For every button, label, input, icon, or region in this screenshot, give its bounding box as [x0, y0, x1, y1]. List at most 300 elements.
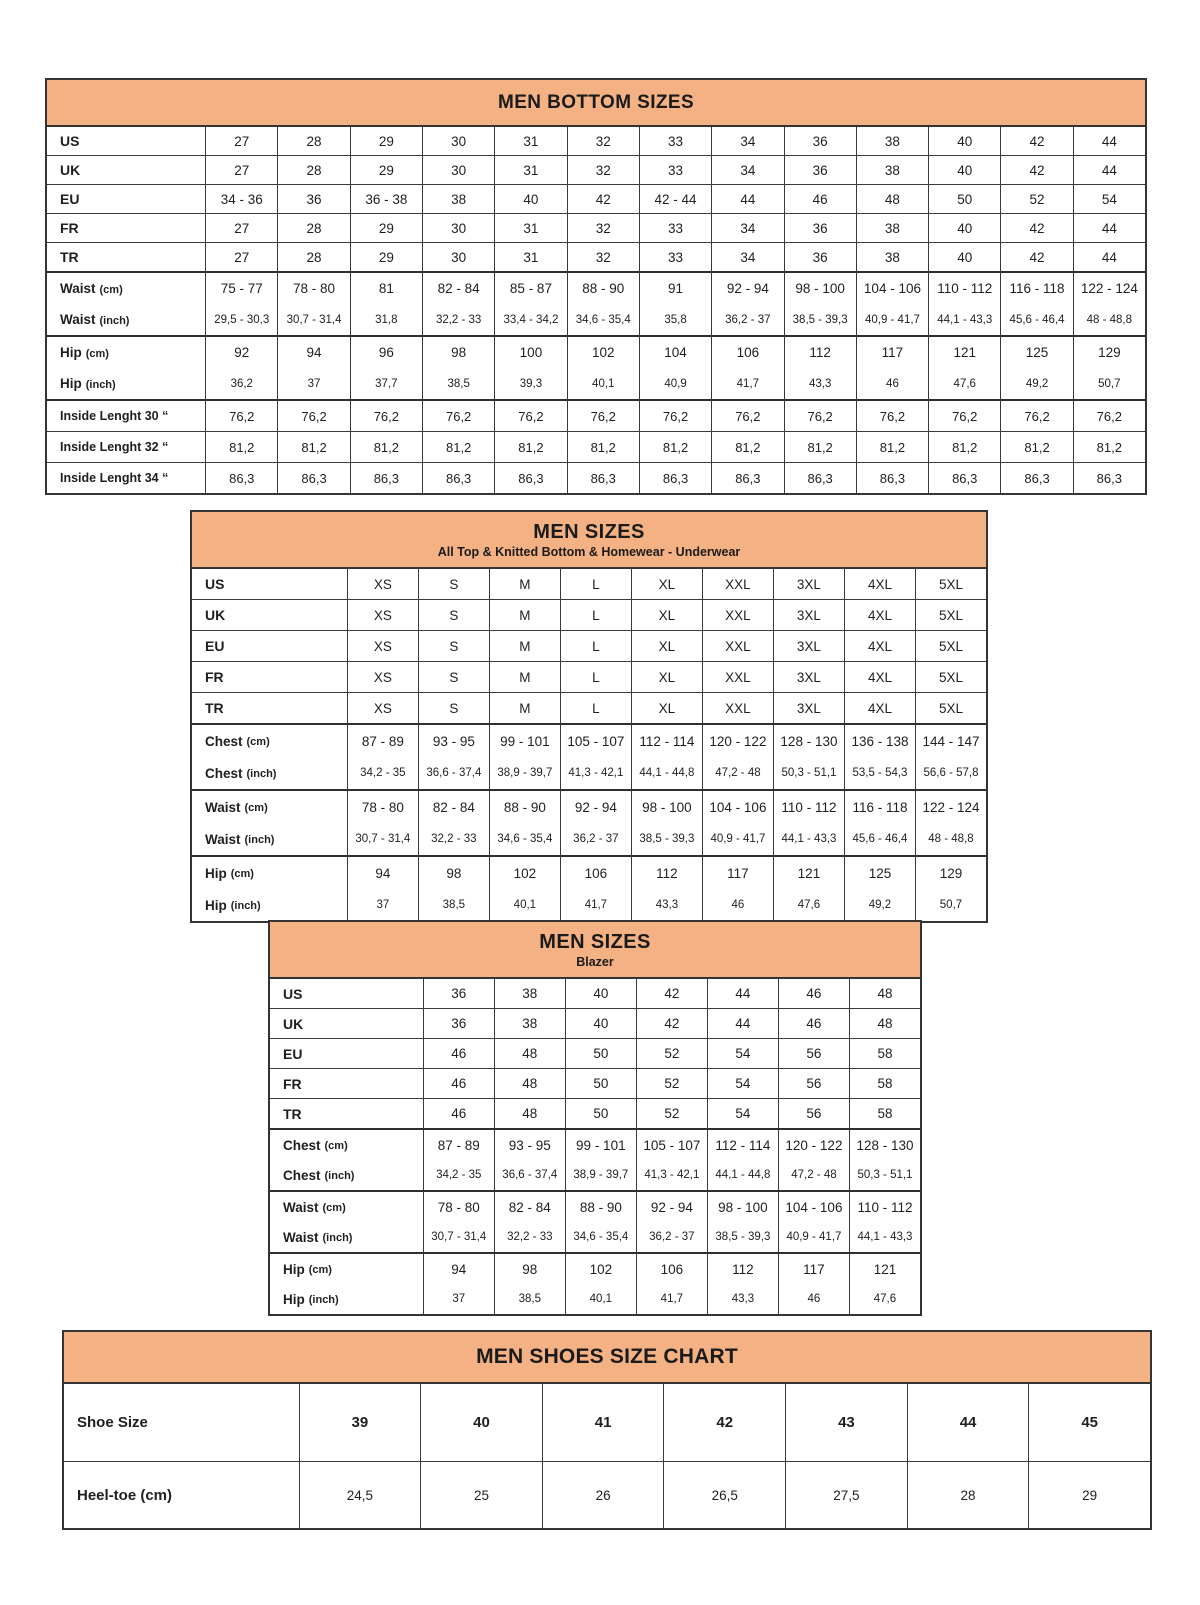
- cell-value: 98: [418, 857, 489, 889]
- cell-value: 76,2: [1000, 401, 1072, 431]
- cell-value: 38,5 - 39,3: [707, 1222, 778, 1252]
- row-label: US: [60, 133, 80, 149]
- cell-value: 27: [205, 156, 277, 184]
- cell-value: 129: [1073, 337, 1145, 368]
- cell-value: 3XL: [773, 631, 844, 661]
- cell-value: 102: [567, 337, 639, 368]
- cell-value: 116 - 118: [844, 791, 915, 823]
- cell-value: 35,8: [639, 304, 711, 335]
- cell-value: 41,7: [560, 889, 631, 921]
- row-unit-label: (cm): [246, 736, 270, 748]
- men-sizes-blazer-table: [268, 920, 922, 1316]
- cell-value: 112: [631, 857, 702, 889]
- cell-value: 32: [567, 243, 639, 271]
- cell-value: XS: [347, 662, 418, 692]
- cell-value: 52: [636, 1099, 707, 1128]
- cell-value: 99 - 101: [565, 1130, 636, 1160]
- row-label: EU: [283, 1045, 303, 1062]
- cell-value: 30,7 - 31,4: [347, 823, 418, 855]
- row-label: Inside Lenght 30 “: [60, 409, 169, 423]
- cell-value: 31: [494, 156, 566, 184]
- cell-value: 98: [422, 337, 494, 368]
- cell-value: 56: [778, 1069, 849, 1098]
- cell-value: 98 - 100: [784, 273, 856, 304]
- cell-value: 40: [565, 979, 636, 1008]
- cell-value: 38,9 - 39,7: [489, 757, 560, 789]
- cell-value: 25: [420, 1462, 542, 1528]
- cell-value: 86,3: [639, 463, 711, 493]
- cell-value: 29: [350, 243, 422, 271]
- cell-value: 75 - 77: [205, 273, 277, 304]
- cell-value: 33,4 - 34,2: [494, 304, 566, 335]
- cell-value: 38: [856, 214, 928, 242]
- cell-value: 44: [1073, 156, 1145, 184]
- cell-value: 105 - 107: [636, 1130, 707, 1160]
- cell-value: 39,3: [494, 368, 566, 399]
- row-unit-label: (inch): [85, 378, 116, 391]
- cell-value: 50,7: [915, 889, 986, 921]
- cell-value: 50,7: [1073, 368, 1145, 399]
- cell-value: 4XL: [844, 631, 915, 661]
- table-row: [270, 1008, 920, 1038]
- cell-value: M: [489, 631, 560, 661]
- cell-value: 76,2: [277, 401, 349, 431]
- cell-value: 3XL: [773, 662, 844, 692]
- table-row: [47, 368, 1145, 399]
- cell-value: 81,2: [639, 432, 711, 462]
- cell-value: 81,2: [350, 432, 422, 462]
- table-row: [270, 1098, 920, 1128]
- cell-value: 98 - 100: [707, 1192, 778, 1222]
- table-row: [47, 462, 1145, 493]
- cell-value: 44: [907, 1384, 1029, 1461]
- cell-value: 36: [784, 214, 856, 242]
- cell-value: 58: [849, 1069, 920, 1098]
- table-row: [192, 757, 986, 789]
- cell-value: 78 - 80: [423, 1192, 494, 1222]
- table-row: [47, 399, 1145, 431]
- cell-value: 54: [707, 1039, 778, 1068]
- cell-value: 34,6 - 35,4: [489, 823, 560, 855]
- cell-value: 121: [849, 1254, 920, 1284]
- cell-value: XL: [631, 662, 702, 692]
- row-label: UK: [205, 607, 226, 623]
- cell-value: 92: [205, 337, 277, 368]
- table-subtitle: Blazer: [576, 954, 614, 969]
- table-row: [192, 723, 986, 757]
- cell-value: 81,2: [856, 432, 928, 462]
- cell-value: 58: [849, 1099, 920, 1128]
- cell-value: 99 - 101: [489, 725, 560, 757]
- cell-value: 26: [542, 1462, 664, 1528]
- cell-value: 102: [489, 857, 560, 889]
- cell-value: 40,1: [489, 889, 560, 921]
- table-title: MEN SIZES: [539, 930, 651, 953]
- cell-value: 92 - 94: [711, 273, 783, 304]
- cell-value: 96: [350, 337, 422, 368]
- cell-value: 44,1 - 43,3: [849, 1222, 920, 1252]
- cell-value: 5XL: [915, 693, 986, 723]
- cell-value: 40,9 - 41,7: [856, 304, 928, 335]
- cell-value: 122 - 124: [1073, 273, 1145, 304]
- cell-value: 120 - 122: [778, 1130, 849, 1160]
- cell-value: 110 - 112: [773, 791, 844, 823]
- table-row: [47, 213, 1145, 242]
- cell-value: 5XL: [915, 600, 986, 630]
- cell-value: 46: [784, 185, 856, 213]
- cell-value: 86,3: [494, 463, 566, 493]
- table-row: [192, 855, 986, 889]
- cell-value: XXL: [702, 693, 773, 723]
- row-label: Waist (inch): [60, 312, 130, 327]
- cell-value: 30: [422, 156, 494, 184]
- table-row: [192, 692, 986, 723]
- cell-value: 87 - 89: [423, 1130, 494, 1160]
- men-sizes-tops-table: [190, 510, 988, 923]
- cell-value: 86,3: [711, 463, 783, 493]
- row-label: Chest (inch): [205, 765, 277, 781]
- cell-value: 45,6 - 46,4: [844, 823, 915, 855]
- cell-value: 39: [299, 1384, 421, 1461]
- cell-value: 30: [422, 127, 494, 155]
- cell-value: 41,3 - 42,1: [636, 1160, 707, 1190]
- cell-value: 76,2: [350, 401, 422, 431]
- cell-value: 112: [707, 1254, 778, 1284]
- cell-value: 34: [711, 214, 783, 242]
- cell-value: 50,3 - 51,1: [849, 1160, 920, 1190]
- table-row: [192, 569, 986, 599]
- cell-value: 37: [347, 889, 418, 921]
- cell-value: 50: [565, 1069, 636, 1098]
- cell-value: 129: [915, 857, 986, 889]
- row-label: Waist (inch): [205, 831, 275, 847]
- cell-value: 27: [205, 243, 277, 271]
- cell-value: 122 - 124: [915, 791, 986, 823]
- row-label: Hip (cm): [283, 1261, 332, 1277]
- cell-value: 81,2: [205, 432, 277, 462]
- cell-value: 76,2: [422, 401, 494, 431]
- row-label: UK: [283, 1015, 304, 1032]
- cell-value: 40: [928, 156, 1000, 184]
- table-row: [192, 661, 986, 692]
- cell-value: 47,6: [849, 1284, 920, 1314]
- row-unit-label: (cm): [324, 1140, 348, 1152]
- cell-value: 94: [277, 337, 349, 368]
- row-label: Inside Lenght 34 “: [60, 471, 169, 485]
- cell-value: 27: [205, 214, 277, 242]
- cell-value: XXL: [702, 631, 773, 661]
- cell-value: 81,2: [1000, 432, 1072, 462]
- cell-value: 86,3: [784, 463, 856, 493]
- table-title: MEN SIZES: [533, 520, 645, 543]
- cell-value: 46: [778, 979, 849, 1008]
- row-unit-label: (inch): [322, 1232, 353, 1244]
- cell-value: 85 - 87: [494, 273, 566, 304]
- table-row: [192, 823, 986, 855]
- cell-value: L: [560, 569, 631, 599]
- cell-value: 38,9 - 39,7: [565, 1160, 636, 1190]
- row-label: Heel-toe (cm): [77, 1486, 173, 1504]
- cell-value: 56: [778, 1099, 849, 1128]
- cell-value: 36,2 - 37: [636, 1222, 707, 1252]
- cell-value: 33: [639, 243, 711, 271]
- cell-value: 40: [928, 243, 1000, 271]
- row-label: US: [283, 985, 303, 1002]
- cell-value: 28: [277, 127, 349, 155]
- table-row: [270, 1160, 920, 1190]
- cell-value: 86,3: [350, 463, 422, 493]
- cell-value: 38: [422, 185, 494, 213]
- table-row: [270, 1068, 920, 1098]
- cell-value: 46: [423, 1039, 494, 1068]
- row-unit-label: (cm): [322, 1202, 346, 1214]
- cell-value: 112 - 114: [707, 1130, 778, 1160]
- cell-value: 52: [636, 1039, 707, 1068]
- cell-value: 38,5: [422, 368, 494, 399]
- cell-value: 104 - 106: [778, 1192, 849, 1222]
- cell-value: L: [560, 631, 631, 661]
- cell-value: 98 - 100: [631, 791, 702, 823]
- cell-value: 42: [1000, 127, 1072, 155]
- table-row: [192, 630, 986, 661]
- row-label: Chest (inch): [283, 1167, 355, 1183]
- cell-value: 56,6 - 57,8: [915, 757, 986, 789]
- table-row: [47, 155, 1145, 184]
- cell-value: 38,5 - 39,3: [631, 823, 702, 855]
- row-label: Waist (cm): [283, 1199, 346, 1215]
- cell-value: 36 - 38: [350, 185, 422, 213]
- row-unit-label: (inch): [308, 1294, 339, 1306]
- cell-value: 38,5: [494, 1284, 565, 1314]
- cell-value: 48 - 48,8: [915, 823, 986, 855]
- cell-value: 30: [422, 243, 494, 271]
- cell-value: 82 - 84: [418, 791, 489, 823]
- cell-value: 81,2: [567, 432, 639, 462]
- cell-value: 46: [702, 889, 773, 921]
- table-row: [47, 271, 1145, 304]
- row-unit-label: (cm): [244, 802, 268, 814]
- row-unit-label: (inch): [324, 1170, 355, 1182]
- cell-value: 36: [277, 185, 349, 213]
- cell-value: 106: [711, 337, 783, 368]
- cell-value: 46: [778, 1009, 849, 1038]
- cell-value: 104: [639, 337, 711, 368]
- cell-value: 144 - 147: [915, 725, 986, 757]
- cell-value: 40: [928, 214, 1000, 242]
- cell-value: XL: [631, 631, 702, 661]
- table-row: [47, 127, 1145, 155]
- men-sizes-blazer-header: [270, 922, 920, 979]
- cell-value: 37: [423, 1284, 494, 1314]
- cell-value: M: [489, 662, 560, 692]
- row-label: US: [205, 576, 225, 592]
- cell-value: 34 - 36: [205, 185, 277, 213]
- cell-value: 33: [639, 127, 711, 155]
- table-subtitle: All Top & Knitted Bottom & Homewear - Underwear: [437, 544, 741, 559]
- cell-value: 40,9: [639, 368, 711, 399]
- cell-value: 112: [784, 337, 856, 368]
- cell-value: 5XL: [915, 569, 986, 599]
- cell-value: 44,1 - 43,3: [928, 304, 1000, 335]
- cell-value: 41,3 - 42,1: [560, 757, 631, 789]
- cell-value: 34,2 - 35: [423, 1160, 494, 1190]
- cell-value: 40: [420, 1384, 542, 1461]
- cell-value: 36: [423, 1009, 494, 1038]
- cell-value: 76,2: [1073, 401, 1145, 431]
- cell-value: 4XL: [844, 600, 915, 630]
- cell-value: 42: [1000, 243, 1072, 271]
- row-label: Shoe Size: [77, 1414, 148, 1431]
- cell-value: 4XL: [844, 662, 915, 692]
- cell-value: 3XL: [773, 569, 844, 599]
- table-row: [270, 1222, 920, 1252]
- cell-value: 98: [494, 1254, 565, 1284]
- cell-value: 48: [494, 1099, 565, 1128]
- row-unit-label: (cm): [308, 1264, 332, 1276]
- cell-value: 93 - 95: [418, 725, 489, 757]
- cell-value: 45: [1028, 1384, 1150, 1461]
- cell-value: 36,2 - 37: [711, 304, 783, 335]
- cell-value: 24,5: [299, 1462, 421, 1528]
- cell-value: 88 - 90: [567, 273, 639, 304]
- row-label: Waist (inch): [283, 1229, 353, 1245]
- cell-value: 34: [711, 243, 783, 271]
- cell-value: 26,5: [663, 1462, 785, 1528]
- cell-value: 28: [277, 156, 349, 184]
- table-row: [270, 1252, 920, 1284]
- cell-value: 100: [494, 337, 566, 368]
- cell-value: 34: [711, 156, 783, 184]
- table-row: [64, 1461, 1150, 1528]
- row-unit-label: (inch): [246, 768, 277, 780]
- cell-value: 128 - 130: [773, 725, 844, 757]
- cell-value: 31: [494, 127, 566, 155]
- cell-value: 27,5: [785, 1462, 907, 1528]
- cell-value: 81,2: [784, 432, 856, 462]
- cell-value: 36,2 - 37: [560, 823, 631, 855]
- row-label: EU: [205, 638, 225, 654]
- cell-value: 42: [567, 185, 639, 213]
- cell-value: 46: [778, 1284, 849, 1314]
- row-label: FR: [283, 1075, 302, 1092]
- cell-value: 102: [565, 1254, 636, 1284]
- cell-value: 43,3: [631, 889, 702, 921]
- row-label: EU: [60, 191, 80, 207]
- cell-value: 44: [707, 1009, 778, 1038]
- row-label: Chest (cm): [205, 733, 270, 749]
- cell-value: 43,3: [784, 368, 856, 399]
- table-row: [64, 1384, 1150, 1461]
- row-label: FR: [205, 669, 224, 685]
- cell-value: 76,2: [856, 401, 928, 431]
- cell-value: 110 - 112: [928, 273, 1000, 304]
- cell-value: 88 - 90: [565, 1192, 636, 1222]
- cell-value: 117: [702, 857, 773, 889]
- cell-value: 121: [773, 857, 844, 889]
- cell-value: 34: [711, 127, 783, 155]
- cell-value: 36: [784, 156, 856, 184]
- cell-value: 34,2 - 35: [347, 757, 418, 789]
- cell-value: 46: [423, 1069, 494, 1098]
- cell-value: 38,5 - 39,3: [784, 304, 856, 335]
- row-label: TR: [60, 249, 79, 265]
- cell-value: 86,3: [1073, 463, 1145, 493]
- cell-value: 44,1 - 44,8: [631, 757, 702, 789]
- cell-value: 104 - 106: [856, 273, 928, 304]
- cell-value: 52: [1000, 185, 1072, 213]
- cell-value: 30: [422, 214, 494, 242]
- cell-value: 38: [494, 1009, 565, 1038]
- cell-value: 32,2 - 33: [418, 823, 489, 855]
- cell-value: 34,6 - 35,4: [565, 1222, 636, 1252]
- cell-value: 32,2 - 33: [422, 304, 494, 335]
- cell-value: 34,6 - 35,4: [567, 304, 639, 335]
- cell-value: 81,2: [711, 432, 783, 462]
- cell-value: 87 - 89: [347, 725, 418, 757]
- cell-value: 125: [844, 857, 915, 889]
- cell-value: 82 - 84: [422, 273, 494, 304]
- table-row: [47, 242, 1145, 271]
- row-label: Hip (cm): [60, 345, 109, 360]
- cell-value: 31: [494, 214, 566, 242]
- row-label: TR: [205, 700, 224, 716]
- table-row: [192, 789, 986, 823]
- cell-value: 112 - 114: [631, 725, 702, 757]
- row-unit-label: (inch): [99, 314, 130, 327]
- row-unit-label: (cm): [85, 347, 109, 360]
- cell-value: XL: [631, 569, 702, 599]
- cell-value: 48: [849, 1009, 920, 1038]
- cell-value: 47,6: [773, 889, 844, 921]
- cell-value: 36: [423, 979, 494, 1008]
- table-row: [270, 1190, 920, 1222]
- row-label: FR: [60, 220, 79, 236]
- cell-value: 52: [636, 1069, 707, 1098]
- cell-value: 50: [565, 1039, 636, 1068]
- cell-value: 76,2: [567, 401, 639, 431]
- cell-value: 40,9 - 41,7: [702, 823, 773, 855]
- cell-value: 92 - 94: [636, 1192, 707, 1222]
- cell-value: 44,1 - 43,3: [773, 823, 844, 855]
- cell-value: 5XL: [915, 662, 986, 692]
- cell-value: 44: [1073, 243, 1145, 271]
- cell-value: 37,7: [350, 368, 422, 399]
- table-title: MEN BOTTOM SIZES: [497, 91, 695, 113]
- cell-value: 42: [1000, 156, 1072, 184]
- cell-value: 44,1 - 44,8: [707, 1160, 778, 1190]
- cell-value: 44: [707, 979, 778, 1008]
- cell-value: 36: [784, 243, 856, 271]
- cell-value: 48: [494, 1039, 565, 1068]
- row-label: UK: [60, 162, 81, 178]
- cell-value: 54: [707, 1099, 778, 1128]
- cell-value: 40,1: [565, 1284, 636, 1314]
- cell-value: 94: [347, 857, 418, 889]
- cell-value: 48: [856, 185, 928, 213]
- cell-value: 86,3: [422, 463, 494, 493]
- cell-value: 33: [639, 214, 711, 242]
- cell-value: 3XL: [773, 693, 844, 723]
- cell-value: 86,3: [928, 463, 1000, 493]
- cell-value: 32,2 - 33: [494, 1222, 565, 1252]
- cell-value: 28: [277, 214, 349, 242]
- cell-value: S: [418, 569, 489, 599]
- cell-value: 48: [494, 1069, 565, 1098]
- cell-value: M: [489, 693, 560, 723]
- cell-value: 86,3: [567, 463, 639, 493]
- cell-value: 29: [350, 127, 422, 155]
- cell-value: 42 - 44: [639, 185, 711, 213]
